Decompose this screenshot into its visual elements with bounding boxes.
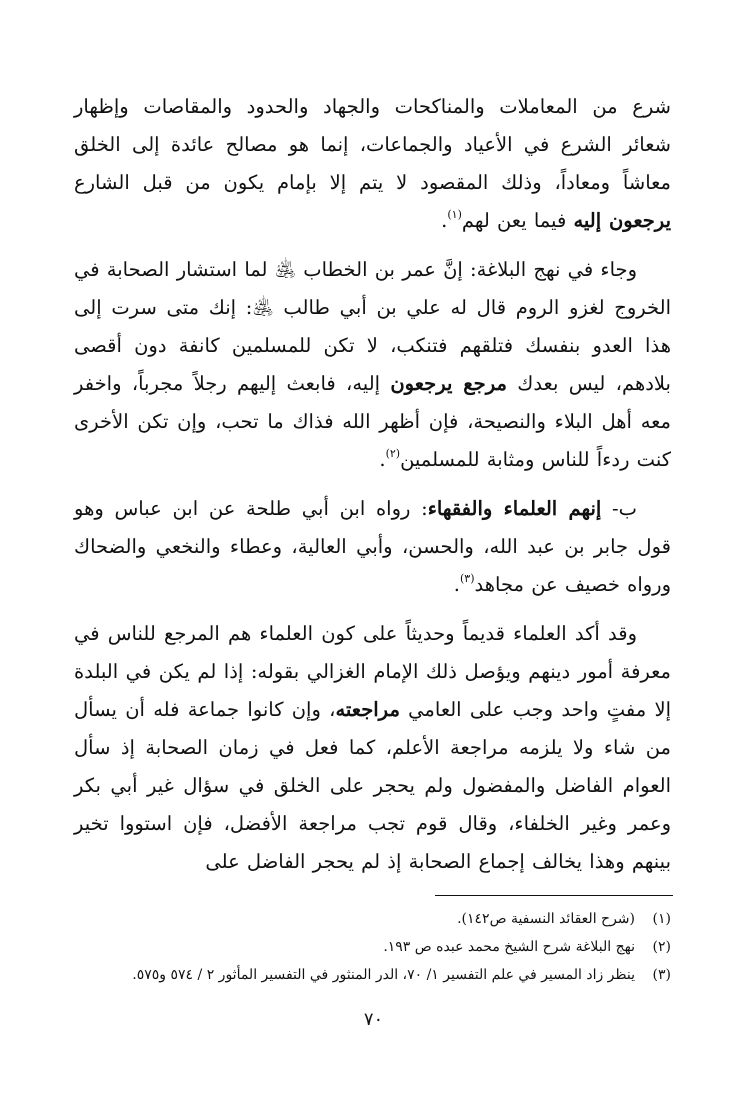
main-text	[74, 88, 671, 892]
paragraph	[74, 88, 671, 240]
text-segment: ب-	[601, 497, 637, 520]
text-segment: ، وإن كانوا جماعة فله أن يسأل من شاء ولا يلزمه مراجعة الأعلم، كما فعل في زمان الصحابة إذ سأل العوام الفاضل والمفضول ولم يحجر على الخلق في سؤال غير أبي بكر وعمر وغير الخلفاء، وقال قوم تجب مراجعة الأفضل، فإن استووا تخير بينهم وهذا يخالف إجماع الصحابة إذ لم يحجر الفاضل على	[74, 698, 671, 873]
footnotes	[74, 905, 671, 989]
footnote-separator	[435, 895, 673, 896]
text-segment: .	[453, 573, 460, 596]
footnote-number: (٣)	[652, 967, 671, 983]
text-segment: : رواه ابن أبي طلحة عن ابن عباس وهو قول جابر بن عبد الله، والحسن، وأبي العالية، وعطاء والنخعي والضحاك ورواه خصيف عن مجاهد	[74, 497, 671, 596]
emphasis-text: مرجع يرجعون	[390, 372, 507, 395]
emphasis-text: إنهم العلماء والفقهاء	[427, 497, 602, 520]
text-segment: فيما يعن لهم	[461, 209, 574, 232]
footnote-text: (شرح العقائد النسفية ص١٤٢).	[457, 911, 635, 927]
text-segment: .	[379, 448, 386, 471]
text-segment: وجاء في نهج البلاغة: إنَّ عمر بن الخطاب ﵁ لما استشار الصحابة في الخروج لغزو الروم قال له علي بن أبي طالب ﵁: إنك متى سرت إلى هذا العدو بنفسك فتلقهم فتنكب، لا تكن للمسلمين كانفة دون أقصى بلادهم، ليس بعدك	[74, 258, 671, 395]
emphasis-text: يرجعون إليه	[573, 209, 671, 232]
paragraph	[74, 615, 671, 881]
footnote-text: ينظر زاد المسير في علم التفسير ١/ ٧٠، الدر المنثور في التفسير المأثور ٢ / ٥٧٤ و٥٧٥.	[132, 967, 635, 983]
footnote	[74, 905, 671, 933]
text-segment: .	[441, 209, 448, 232]
text-segment: إليه، فابعث إليهم رجلاً مجرباً، واخفر معه أهل البلاء والنصيحة، فإن أظهر الله فذاك ما تحب، وإن تكن الأخرى كنت ردءاً للناس ومثابة للمسلمين	[74, 372, 671, 471]
page-number: ٧٠	[363, 1009, 384, 1030]
footnote	[74, 961, 671, 989]
paragraph	[74, 251, 671, 479]
footnote-text: نهج البلاغة شرح الشيخ محمد عبده ص ١٩٣.	[383, 939, 635, 955]
paragraph	[74, 490, 671, 604]
footnote	[74, 933, 671, 961]
footnote-ref: (٢)	[385, 447, 401, 460]
footnote-number: (٢)	[652, 939, 671, 955]
footnote-number: (١)	[652, 911, 671, 927]
text-segment: وقد أكد العلماء قديماً وحديثاً على كون العلماء هم المرجع للناس في معرفة أمور دينهم ويؤصل ذلك الإمام الغزالي بقوله: إذا لم يكن في البلدة إلا مفتٍ واحد وجب على العامي	[74, 622, 671, 721]
emphasis-text: مراجعته	[335, 698, 400, 721]
footnote-ref: (٣)	[459, 572, 475, 585]
text-segment: شرع من المعاملات والمناكحات والجهاد والحدود والمقاصات وإظهار شعائر الشرع في الأعياد والجماعات، إنما هو مصالح عائدة إلى الخلق معاشاً ومعاداً، وذلك المقصود لا يتم إلا بإمام يكون من قبل الشارع	[74, 95, 671, 194]
footnote-ref: (١)	[447, 208, 462, 221]
